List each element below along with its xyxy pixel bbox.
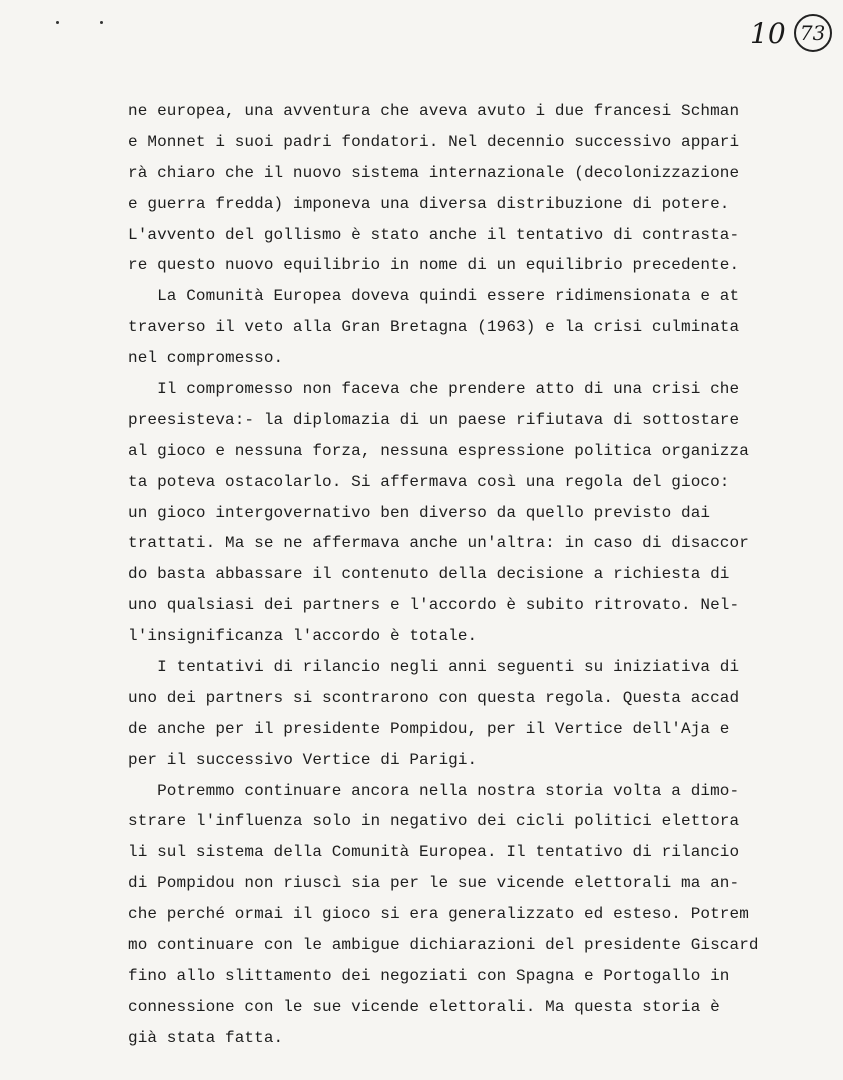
text-line: traverso il veto alla Gran Bretagna (1963) e la crisi culminata (128, 318, 740, 337)
page-number (750, 14, 832, 52)
text-line: ne europea, una avventura che aveva avuto i due francesi Schman (128, 102, 740, 120)
text-line: e Monnet i suoi padri fondatori. Nel decennio successivo appari (128, 132, 740, 151)
text-line: L'avvento del gollismo è stato anche il tentativo di contrasta- (128, 225, 740, 244)
text-line: mo continuare con le ambigue dichiarazioni del presidente Giscard (128, 936, 759, 955)
text-line: di Pompidou non riuscì sia per le sue vicende elettorali ma an- (128, 874, 740, 893)
margin-mark (56, 21, 59, 24)
text-line: trattati. Ma se ne affermava anche un'altra: in caso di disaccor (128, 534, 749, 553)
text-line: li sul sistema della Comunità Europea. Il tentativo di rilancio (128, 843, 740, 862)
text-line: nel compromesso. (128, 349, 284, 368)
text-line: uno dei partners si scontrarono con questa regola. Questa accad (128, 688, 740, 707)
text-line: rà chiaro che il nuovo sistema internazionale (decolonizzazione (128, 163, 740, 182)
text-line: già stata fatta. (128, 1028, 284, 1047)
page-number-circled: 73 (794, 14, 832, 52)
text-line: e guerra fredda) imponeva una diversa distribuzione di potere. (128, 194, 730, 213)
margin-mark (100, 21, 103, 24)
text-line: de anche per il presidente Pompidou, per il Vertice dell'Aja e (128, 719, 730, 738)
text-line: strare l'influenza solo in negativo dei cicli politici elettora (128, 812, 740, 831)
text-line: connessione con le sue vicende elettorali. Ma questa storia è (128, 997, 720, 1016)
text-line: fino allo slittamento dei negoziati con Spagna e Portogallo in (128, 966, 730, 985)
text-line: Potremmo continuare ancora nella nostra storia volta a dimo- (128, 781, 740, 800)
body-text (128, 96, 759, 1054)
text-line: al gioco e nessuna forza, nessuna espressione politica organizza (128, 441, 749, 460)
text-line: I tentativi di rilancio negli anni seguenti su iniziativa di (128, 658, 740, 677)
text-line: per il successivo Vertice di Parigi. (128, 750, 478, 769)
text-line: un gioco intergovernativo ben diverso da quello previsto dai (128, 503, 711, 522)
text-line: uno qualsiasi dei partners e l'accordo è subito ritrovato. Nel- (128, 596, 740, 615)
text-line: do basta abbassare il contenuto della decisione a richiesta di (128, 565, 730, 584)
text-line: ta poteva ostacolarlo. Si affermava così una regola del gioco: (128, 472, 730, 491)
text-line: re questo nuovo equilibrio in nome di un equilibrio precedente. (128, 256, 740, 275)
text-line: Il compromesso non faceva che prendere atto di una crisi che (128, 380, 740, 399)
page-number-main: 10 (750, 16, 786, 50)
text-line: preesisteva:- la diplomazia di un paese rifiutava di sottostare (128, 410, 740, 429)
text-line: l'insignificanza l'accordo è totale. (128, 627, 478, 646)
text-line: che perché ormai il gioco si era generalizzato ed esteso. Potrem (128, 905, 749, 924)
text-line: La Comunità Europea doveva quindi essere ridimensionata e at (128, 287, 740, 306)
